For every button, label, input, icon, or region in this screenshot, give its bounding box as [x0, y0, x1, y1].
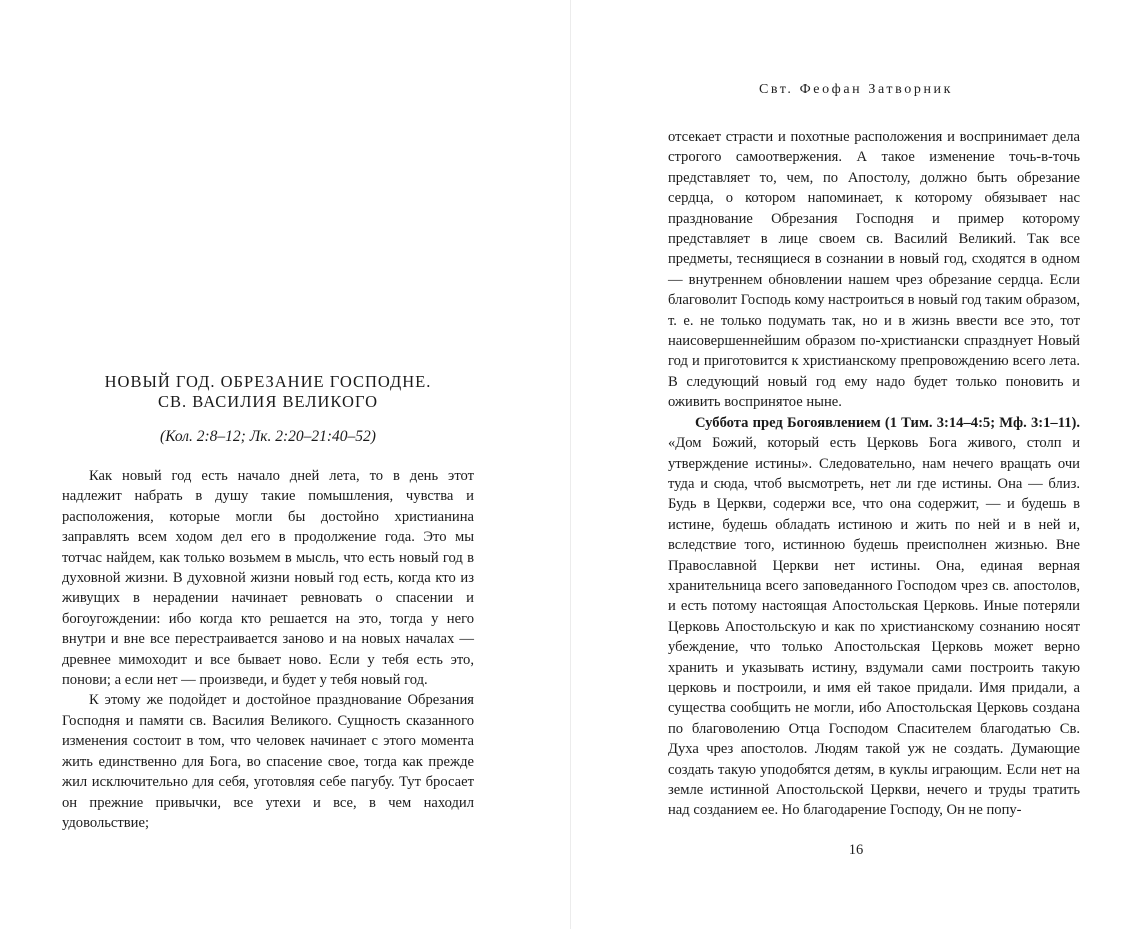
- right-page: [571, 0, 1141, 929]
- section-paragraph: [668, 413, 1080, 821]
- section-subhead: Суббота пред Богоявлением (1 Тим. 3:14–4:5; Мф. 3:1–11).: [695, 414, 1080, 431]
- right-body-text: [668, 127, 1080, 821]
- paragraph: К этому же подойдет и достойное празднование Обрезания Господня и памяти св. Василия Великого. Сущность сказанного изменения состоит в том, что человек начинает с этого момента жить единственно для Бога, во спасение свое, тогда как прежде жил исключительно для себя, уготовляя себе пагубу. Тут бросает он прежние привычки, все утехи и все, в чем находил удовольствие;: [62, 692, 474, 831]
- chapter-title-line-2: СВ. ВАСИЛИЯ ВЕЛИКОГО: [157, 392, 378, 411]
- section-text: «Дом Божий, который есть Церковь Бога живого, столп и утверждение истины». Следовательно, нам нечего вращать очи туда и сюда, чтоб высмотреть, нет ли где истины. Она — близ. Будь в Церкви, содержи все, что она содержит, — и будешь в истине, будешь обладать истиною и жить по ней и в ней и, вследствие того, истинною будешь преисполнен жизнью. Вне Православной Церкви нет истины. Она, единая верная хранительница всего заповеданного Господом чрез св. апостолов, и есть потому настоящая Апостольская Церковь. Иные потеряли Церковь Апостольскую и как по христианскому сознанию носят убеждение, что только Апостольская Церковь может верно хранить и указывать истину, вздумали сами построить такую церковь и построили, и имя ей такое придали. Имя придали, а существа сообщить не могли, ибо Апостольская Церковь создана по благоволению Отца Господом Спасителем благодатью Св. Духа чрез апостолов. Людям такой уж не создать. Думающие создать такую уподобятся детям, в куклы играющим. Если нет на земле истинной Апостольской Церкви, нечего и труды тратить над созданием ее. Но благодарение Господу, Он не попу-: [668, 435, 1080, 819]
- scripture-reference: (Кол. 2:8–12; Лк. 2:20–21:40–52): [160, 428, 376, 445]
- chapter-title: [62, 372, 474, 412]
- paragraph: Как новый год есть начало дней лета, то в день этот надлежит набрать в душу такие помышления, чувства и расположения, которые могли бы достойно христианина заправлять всем ходом дел его в продолжение года. Это мы тотчас найдем, как только возьмем в мысль, что есть новый год в духовной жизни. В духовной жизни новый год есть, когда кто из живущих в нерадении начинает ревновать о спасении и богоугождении: ибо когда кто решается на это, тогда у него внутри и вне все перестраивается заново и на новых началах — древнее мимоходит и все бывает ново. Если у тебя есть это, понови; а если нет — произведи, и будет у тебя новый год.: [62, 468, 474, 689]
- page-number: 16: [848, 842, 864, 858]
- continuation-paragraph: отсекает страсти и похотные расположения и воспринимает дела строгого самоотвержения. А такое изменение точь-в-точь представляет то, чем, по Апостолу, должно быть обрезание сердца, о котором напоминает, к которому обязывает нас празднование Обрезания Господня и пример которому представляет в лице своем св. Василий Великий. Так все предметы, теснящиеся в сознании в новый год, сходятся в одном — внутреннем обновлении нашем чрез обрезание сердца. Если благоволит Господь кому настроиться в новый год таким образом, т. е. не только подумать так, но и в жизнь ввести все это, тот наисовершеннейшим образом по-христиански спразднует Новый год и приготовится к христианскому препровождению всего лета. В следующий новый год ему надо будет только поновить и оживить воспринятое ныне.: [668, 129, 1080, 411]
- left-body-text: [62, 466, 474, 833]
- chapter-title-line-1: НОВЫЙ ГОД. ОБРЕЗАНИЕ ГОСПОДНЕ.: [104, 372, 432, 391]
- left-page: [0, 0, 570, 929]
- running-head: Свт. Феофан Затворник: [758, 82, 954, 97]
